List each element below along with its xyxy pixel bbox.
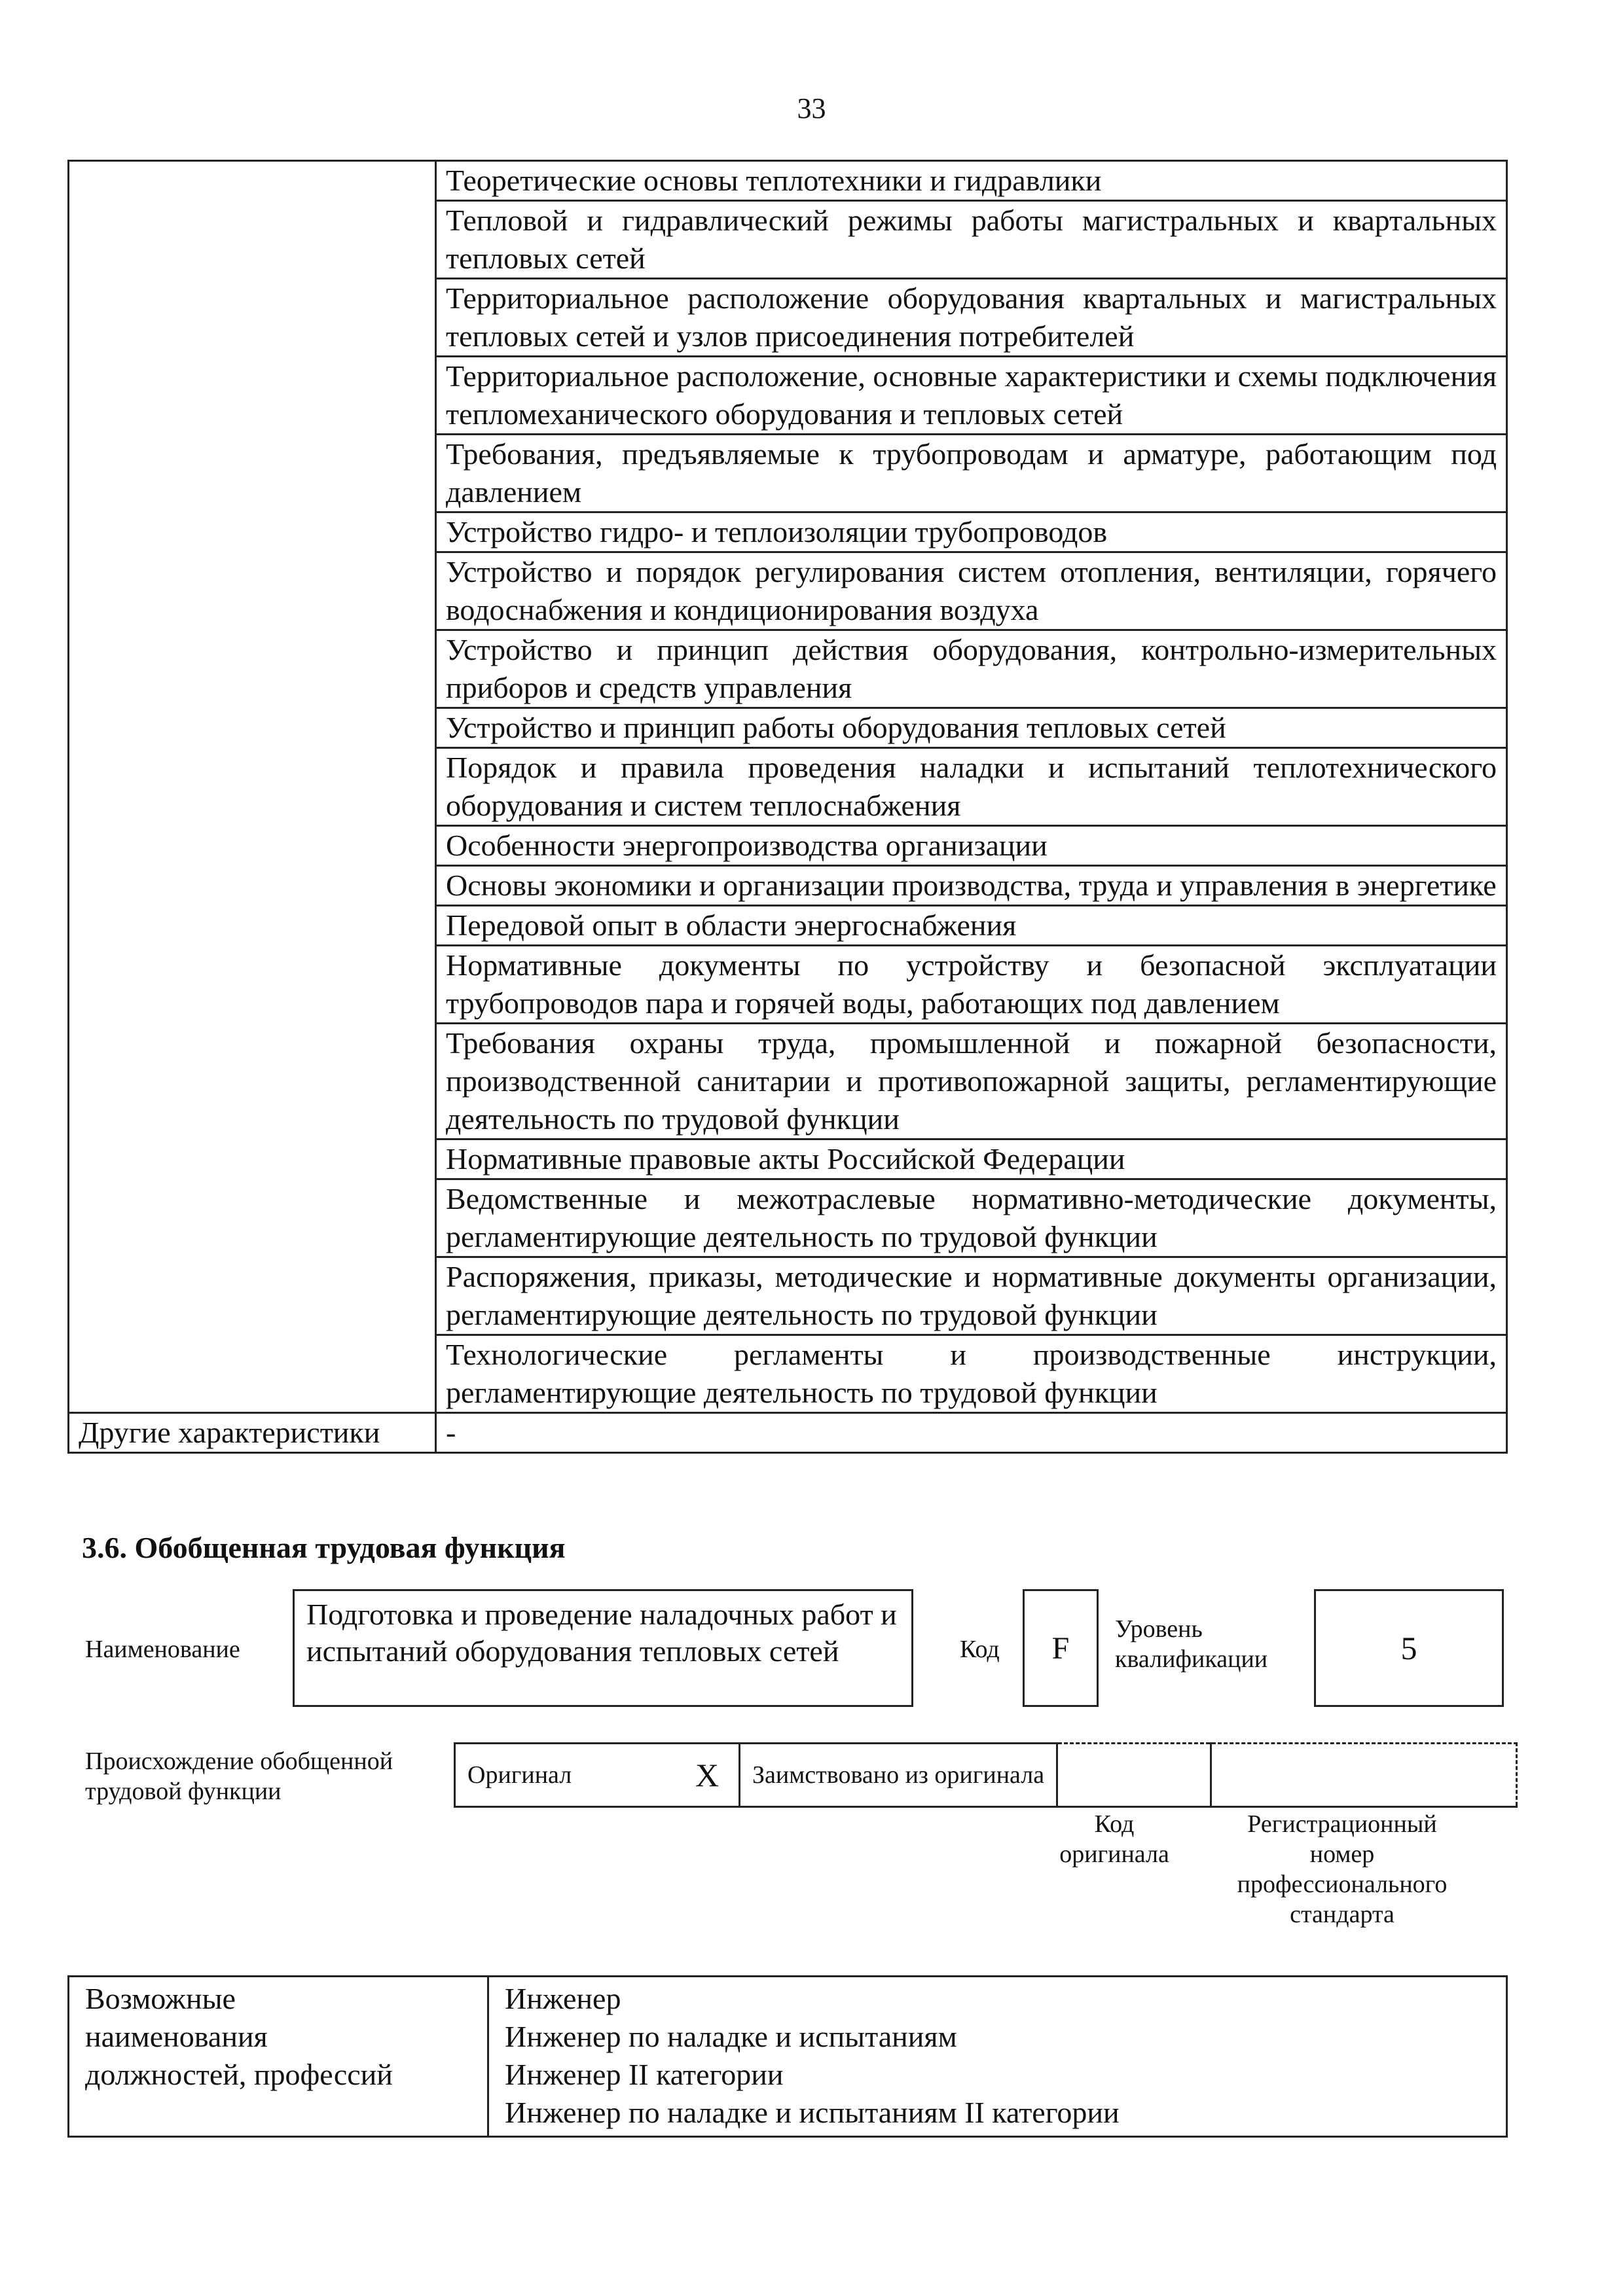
level-label-line: квалификации bbox=[1115, 1645, 1268, 1673]
knowledge-item: Теоретические основы теплотехники и гидравлики bbox=[436, 161, 1507, 201]
knowledge-row bbox=[69, 1257, 1507, 1335]
knowledge-label-cell bbox=[69, 708, 436, 748]
knowledge-label-cell bbox=[69, 630, 436, 708]
knowledge-item: Нормативные правовые акты Российской Федерации bbox=[436, 1139, 1507, 1179]
origin-label-line: Происхождение обобщенной bbox=[85, 1748, 393, 1775]
positions-label-line: Возможные bbox=[85, 1982, 236, 2015]
knowledge-label-cell bbox=[69, 946, 436, 1024]
knowledge-row bbox=[69, 1024, 1507, 1139]
knowledge-label-cell bbox=[69, 552, 436, 630]
knowledge-row bbox=[69, 201, 1507, 279]
knowledge-table bbox=[67, 160, 1508, 1454]
caption-line: оригинала bbox=[1059, 1840, 1169, 1868]
origin-label bbox=[85, 1746, 393, 1806]
knowledge-label-cell bbox=[69, 161, 436, 201]
knowledge-item: Ведомственные и межотраслевые нормативно-методические документы, регламентирующие деятельность по трудовой функции bbox=[436, 1179, 1507, 1257]
knowledge-item: Распоряжения, приказы, методические и нормативные документы организации, регламентирующие деятельность по трудовой функции bbox=[436, 1257, 1507, 1335]
other-characteristics-value: - bbox=[436, 1413, 1507, 1453]
original-code-caption bbox=[1036, 1809, 1193, 1869]
position-item: Инженер по наладке и испытаниям II категории bbox=[505, 2096, 1120, 2129]
knowledge-label-cell bbox=[69, 1335, 436, 1413]
knowledge-row bbox=[69, 512, 1507, 552]
caption-line: стандарта bbox=[1290, 1901, 1395, 1928]
knowledge-label-cell bbox=[69, 826, 436, 866]
knowledge-label-cell bbox=[69, 1257, 436, 1335]
knowledge-row bbox=[69, 630, 1507, 708]
positions-list-cell bbox=[488, 1977, 1507, 2137]
qualification-level-box: 5 bbox=[1314, 1589, 1504, 1707]
function-name-box: Подготовка и проведение наладочных работ и испытаний оборудования тепловых сетей bbox=[293, 1589, 913, 1707]
positions-label-cell bbox=[69, 1977, 488, 2137]
knowledge-row bbox=[69, 826, 1507, 866]
knowledge-item: Передовой опыт в области энергоснабжения bbox=[436, 906, 1507, 946]
name-label: Наименование bbox=[85, 1636, 240, 1663]
knowledge-item: Территориальное расположение, основные характеристики и схемы подключения тепломеханического оборудования и тепловых сетей bbox=[436, 357, 1507, 435]
other-characteristics-label: Другие характеристики bbox=[69, 1413, 436, 1453]
knowledge-item: Основы экономики и организации производства, труда и управления в энергетике bbox=[436, 866, 1507, 906]
knowledge-label-cell bbox=[69, 866, 436, 906]
caption-line: Код bbox=[1094, 1810, 1135, 1838]
knowledge-item: Тепловой и гидравлический режимы работы магистральных и квартальных тепловых сетей bbox=[436, 201, 1507, 279]
code-label: Код bbox=[960, 1636, 1000, 1663]
positions-table bbox=[67, 1975, 1508, 2138]
qualification-level-label bbox=[1115, 1614, 1267, 1674]
knowledge-item: Территориальное расположение оборудования квартальных и магистральных тепловых сетей и узлов присоединения потребителей bbox=[436, 279, 1507, 357]
knowledge-row bbox=[69, 748, 1507, 826]
registration-number-caption bbox=[1198, 1809, 1486, 1929]
knowledge-row bbox=[69, 279, 1507, 357]
knowledge-item: Нормативные документы по устройству и безопасной эксплуатации трубопроводов пара и горячей воды, работающих под давлением bbox=[436, 946, 1507, 1024]
knowledge-label-cell bbox=[69, 906, 436, 946]
original-mark: X bbox=[676, 1744, 740, 1807]
knowledge-item: Устройство и принцип работы оборудования тепловых сетей bbox=[436, 708, 1507, 748]
knowledge-item: Особенности энергопроизводства организации bbox=[436, 826, 1507, 866]
caption-line: номер bbox=[1309, 1840, 1375, 1868]
knowledge-item: Требования, предъявляемые к трубопроводам и арматуре, работающим под давлением bbox=[436, 435, 1507, 512]
knowledge-item: Порядок и правила проведения наладки и испытаний теплотехнического оборудования и систем теплоснабжения bbox=[436, 748, 1507, 826]
section-title: 3.6. Обобщенная трудовая функция bbox=[82, 1531, 566, 1564]
knowledge-label-cell bbox=[69, 748, 436, 826]
knowledge-row bbox=[69, 1335, 1507, 1413]
knowledge-label-cell bbox=[69, 512, 436, 552]
level-label-line: Уровень bbox=[1115, 1615, 1203, 1643]
original-code-cell bbox=[1057, 1744, 1211, 1807]
knowledge-row bbox=[69, 1179, 1507, 1257]
registration-number-cell bbox=[1211, 1744, 1517, 1807]
positions-label-line: должностей, профессий bbox=[85, 2058, 393, 2091]
positions-label-line: наименования bbox=[85, 2020, 268, 2053]
caption-line: Регистрационный bbox=[1247, 1810, 1437, 1838]
knowledge-row bbox=[69, 161, 1507, 201]
knowledge-item: Устройство и порядок регулирования систем отопления, вентиляции, горячего водоснабжения и кондиционирования воздуха bbox=[436, 552, 1507, 630]
origin-table bbox=[454, 1742, 1518, 1808]
knowledge-item: Устройство гидро- и теплоизоляции трубопроводов bbox=[436, 512, 1507, 552]
caption-line: профессионального bbox=[1237, 1871, 1448, 1898]
knowledge-row bbox=[69, 866, 1507, 906]
position-item: Инженер bbox=[505, 1982, 621, 2015]
knowledge-label-cell bbox=[69, 279, 436, 357]
knowledge-label-cell bbox=[69, 1139, 436, 1179]
knowledge-row bbox=[69, 708, 1507, 748]
knowledge-item: Устройство и принцип действия оборудования, контрольно-измерительных приборов и средств управления bbox=[436, 630, 1507, 708]
original-cell: Оригинал bbox=[455, 1744, 676, 1807]
code-value-box: F bbox=[1023, 1589, 1099, 1707]
knowledge-row bbox=[69, 357, 1507, 435]
knowledge-item: Технологические регламенты и производственные инструкции, регламентирующие деятельность по трудовой функции bbox=[436, 1335, 1507, 1413]
knowledge-item: Требования охраны труда, промышленной и пожарной безопасности, производственной санитарии и противопожарной защиты, регламентирующие деятельность по трудовой функции bbox=[436, 1024, 1507, 1139]
knowledge-row bbox=[69, 906, 1507, 946]
position-item: Инженер II категории bbox=[505, 2058, 784, 2091]
knowledge-row bbox=[69, 946, 1507, 1024]
knowledge-label-cell bbox=[69, 1024, 436, 1139]
page-number: 33 bbox=[797, 92, 826, 124]
origin-label-line: трудовой функции bbox=[85, 1778, 282, 1805]
knowledge-label-cell bbox=[69, 435, 436, 512]
knowledge-row bbox=[69, 1139, 1507, 1179]
knowledge-label-cell bbox=[69, 201, 436, 279]
knowledge-label-cell bbox=[69, 357, 436, 435]
other-characteristics-row bbox=[69, 1413, 1507, 1453]
knowledge-row bbox=[69, 552, 1507, 630]
knowledge-row bbox=[69, 435, 1507, 512]
knowledge-label-cell bbox=[69, 1179, 436, 1257]
position-item: Инженер по наладке и испытаниям bbox=[505, 2020, 957, 2053]
borrowed-cell: Заимствовано из оригинала bbox=[740, 1744, 1057, 1807]
